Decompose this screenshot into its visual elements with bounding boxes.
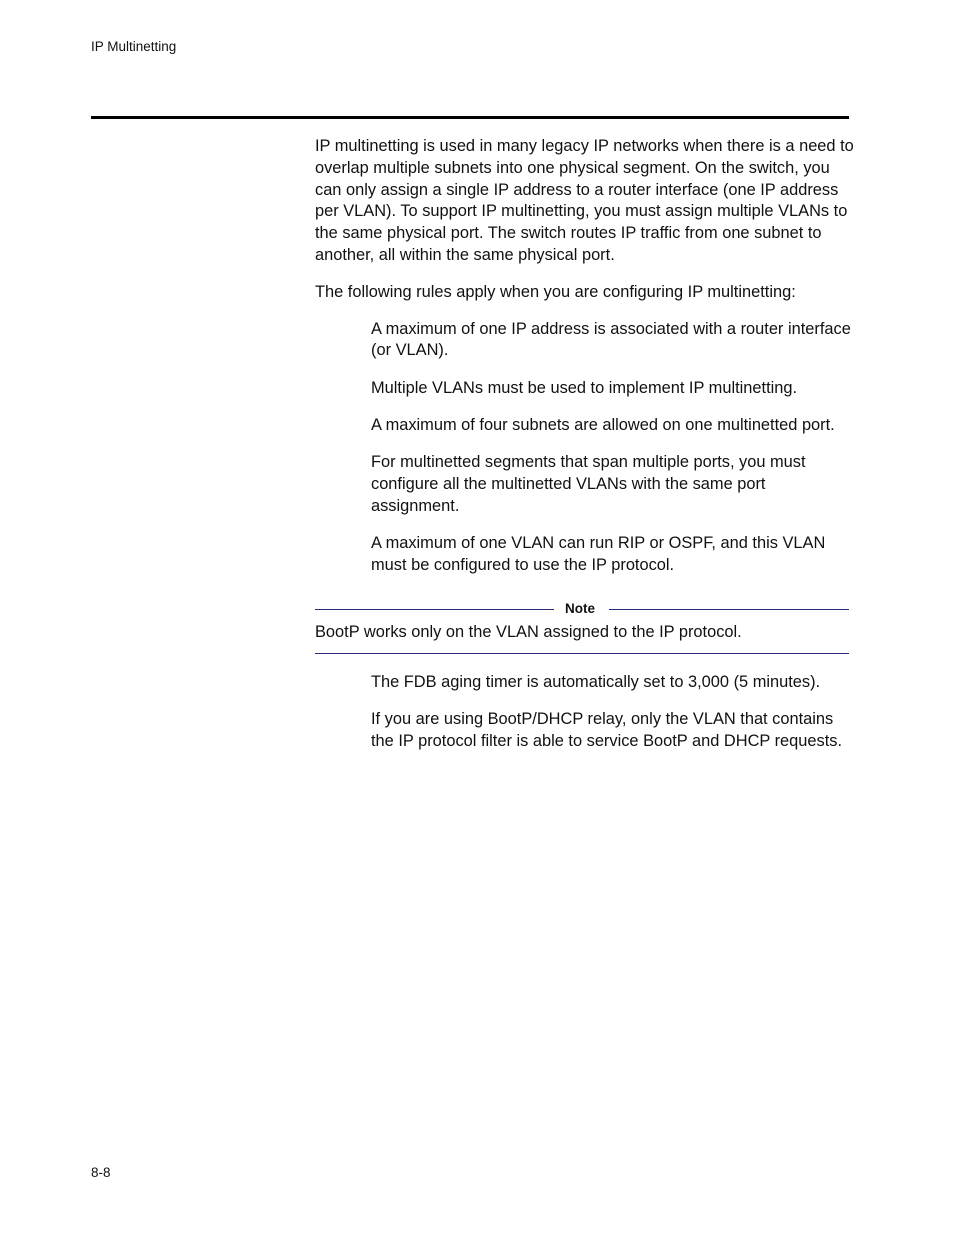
rule-item: Multiple VLANs must be used to implement IP multinetting. [371, 378, 798, 397]
rule-item: For multinetted segments that span multiple ports, you must configure all the multinetted VLANs with the same port assignment. [371, 453, 806, 515]
note-label: Note [565, 600, 595, 616]
rule-item: A maximum of four subnets are allowed on one multinetted port. [371, 415, 835, 434]
intro-paragraph: IP multinetting is used in many legacy IP networks when there is a need to overlap multiple subnets into one physical segment. On the switch, you can only assign a single IP address to a router interface (one IP address per VLAN). To support IP multinetting, you must assign multiple VLANs to the same physical port. The switch routes IP traffic from one subnet to another, all within the same physical port. [315, 137, 854, 264]
rule-item: A maximum of one VLAN can run RIP or OSPF, and this VLAN must be configured to use the IP protocol. [371, 534, 826, 574]
note-text: BootP works only on the VLAN assigned to the IP protocol. [315, 619, 849, 654]
note-rule-right [609, 609, 849, 610]
note-header [315, 599, 849, 619]
note-rule-left [315, 609, 554, 610]
rule-item: The FDB aging timer is automatically set to 3,000 (5 minutes). [371, 672, 821, 691]
rule-item: A maximum of one IP address is associated with a router interface (or VLAN). [371, 319, 851, 360]
rules-intro-paragraph: The following rules apply when you are configuring IP multinetting: [315, 282, 796, 301]
rule-item: If you are using BootP/DHCP relay, only the VLAN that contains the IP protocol filter is able to service BootP and DHCP requests. [371, 709, 843, 750]
main-content [315, 136, 855, 768]
running-header: IP Multinetting [91, 39, 177, 54]
note-box [315, 599, 849, 654]
page-number: 8-8 [91, 1165, 111, 1180]
header-rule [91, 116, 849, 119]
